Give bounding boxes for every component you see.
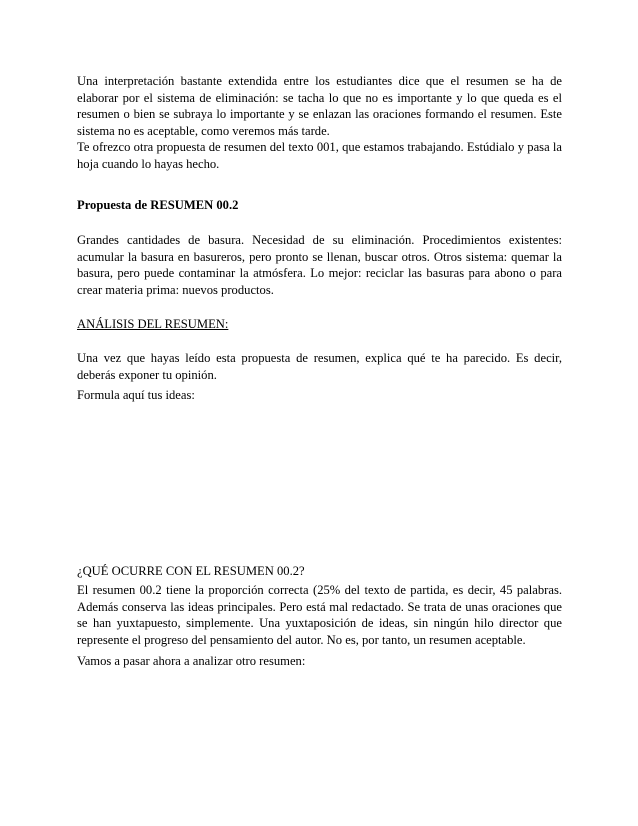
proposal-heading: Propuesta de RESUMEN 00.2 bbox=[77, 198, 239, 212]
offer-paragraph: Te ofrezco otra propuesta de resumen del texto 001, que estamos trabajando. Estúdialo y pasa la hoja cuando lo hayas hecho. bbox=[77, 140, 562, 171]
formula-prompt: Formula aquí tus ideas: bbox=[77, 388, 195, 402]
analysis-paragraph: Una vez que hayas leído esta propuesta de resumen, explica qué te ha parecido. Es decir, deberás exponer tu opinión. bbox=[77, 351, 562, 382]
question-heading: ¿QUÉ OCURRE CON EL RESUMEN 00.2? bbox=[77, 564, 305, 578]
closing-paragraph: Vamos a pasar ahora a analizar otro resumen: bbox=[77, 654, 306, 668]
analysis-heading: ANÁLISIS DEL RESUMEN: bbox=[77, 317, 229, 331]
proposal-text: Grandes cantidades de basura. Necesidad de su eliminación. Procedimientos existentes: acumular la basura en basureros, pero pronto se llenan, buscar otros. Otros sistema: quemar la basura, pero puede contaminar la atmósfera. Lo mejor: reciclar las basuras para abono o para crear materia prima: nuevos productos. bbox=[77, 233, 562, 297]
intro-paragraph: Una interpretación bastante extendida entre los estudiantes dice que el resumen se ha de elaborar por el sistema de eliminación: se tacha lo que no es importante y lo que queda es el resumen o bien se subraya lo importante y se enlazan las oraciones formando el resumen. Este sistema no es aceptable, como veremos más tarde. bbox=[77, 74, 562, 138]
answer-paragraph: El resumen 00.2 tiene la proporción correcta (25% del texto de partida, es decir, 45 palabras. Además conserva las ideas principales. Pero está mal redactado. Se trata de unas oraciones que se han yuxtapuesto, simplemente. Una yuxtaposición de ideas, sin ningún hilo director que represente el progreso del pensamiento del autor. No es, por tanto, un resumen aceptable. bbox=[77, 583, 562, 647]
